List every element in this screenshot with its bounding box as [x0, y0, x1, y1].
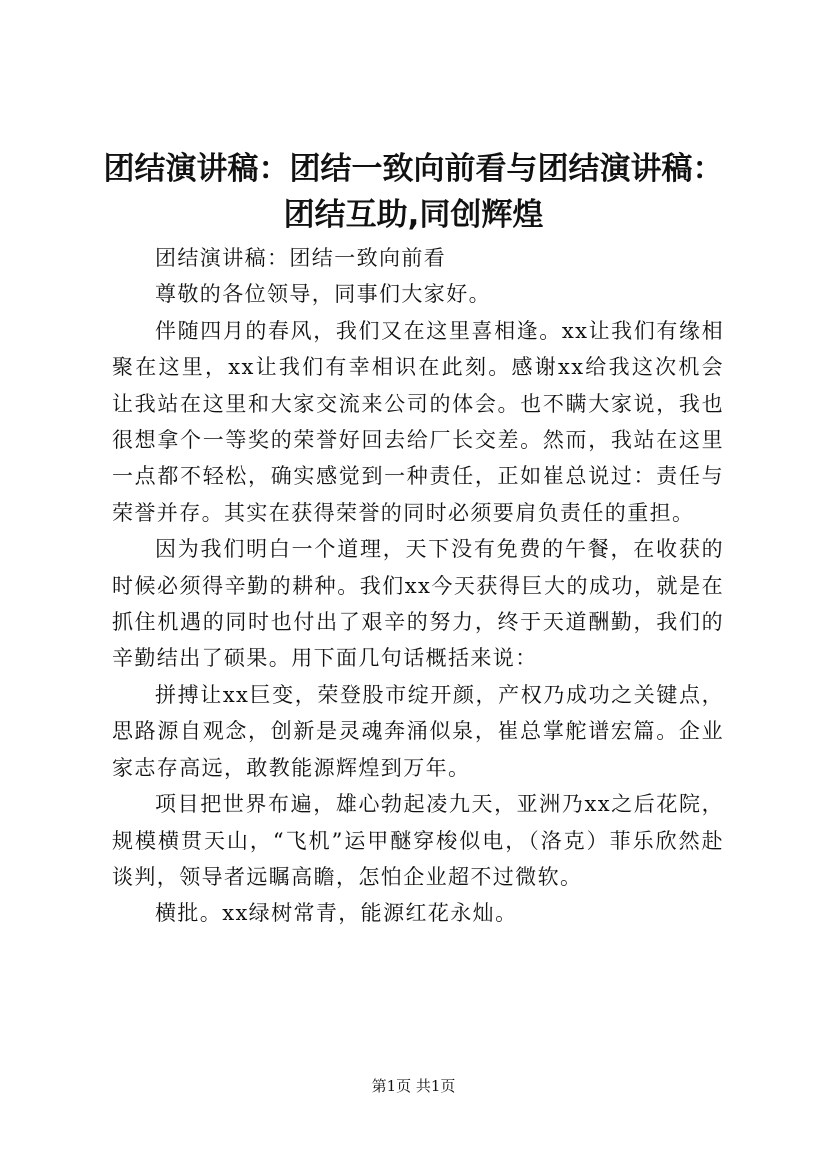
paragraph: 拼搏让xx巨变，荣登股市绽开颜，产权乃成功之关键点，思路源自观念，创新是灵魂奔涌似泉，崔总掌舵谱宏篇。企业家志存高远，敢教能源辉煌到万年。	[112, 682, 724, 780]
document-body	[112, 240, 724, 932]
paragraph-greeting: 尊敬的各位领导，同事们大家好。	[155, 282, 491, 307]
paragraph-subtitle: 团结演讲稿：团结一致向前看	[155, 246, 447, 270]
page-footer: 第1页 共1页	[371, 1077, 456, 1095]
paragraph: 因为我们明白一个道理，天下没有免费的午餐，在收获的时候必须得辛勤的耕种。我们xx今天获得巨大的成功，就是在抓住机遇的同时也付出了艰辛的努力，终于天道酬勤，我们的辛勤结出了硕果。用下面几句话概括来说：	[112, 537, 724, 671]
document-title: 团结演讲稿：团结一致向前看与团结演讲稿：团结互助,同创辉煌	[103, 151, 724, 233]
paragraph-closing: 横批。xx绿树常青，能源红花永灿。	[155, 901, 518, 926]
paragraph: 伴随四月的春风，我们又在这里喜相逢。xx让我们有缘相聚在这里，xx让我们有幸相识在此刻。感谢xx给我这次机会让我站在这里和大家交流来公司的体会。也不瞒大家说，我也很想拿个一等奖的荣誉好回去给厂长交差。然而，我站在这里一点都不轻松，确实感觉到一种责任，正如崔总说过：责任与荣誉并存。其实在获得荣誉的同时必须要肩负责任的重担。	[112, 318, 724, 525]
paragraph: 项目把世界布遍，雄心勃起凌九天，亚洲乃xx之后花院，规模横贯天山，“飞机”运甲醚穿梭似电，（洛克）菲乐欣然赴谈判，领导者远瞩高瞻，怎怕企业超不过微软。	[112, 792, 724, 889]
